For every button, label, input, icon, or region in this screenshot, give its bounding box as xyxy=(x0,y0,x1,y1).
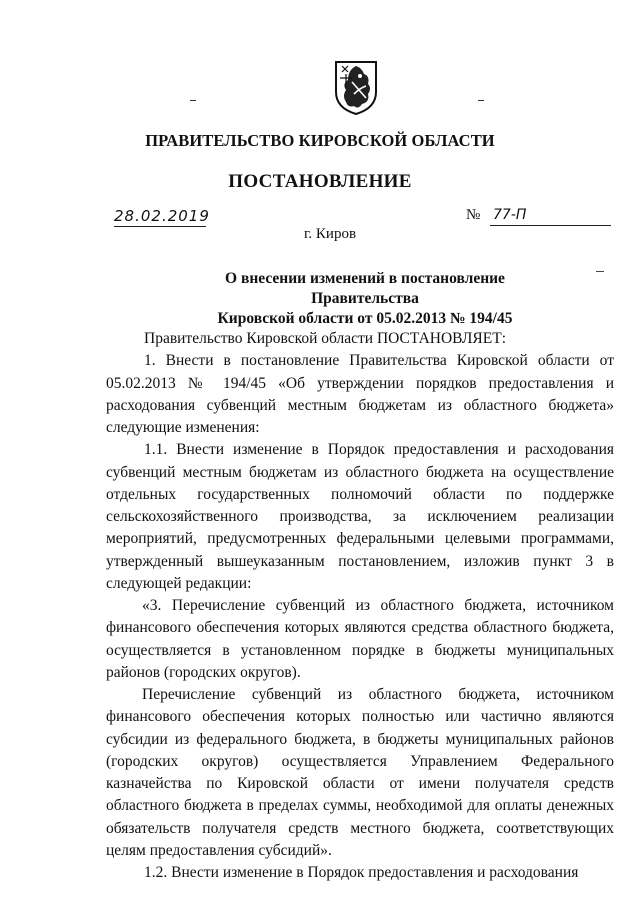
subject-line-2: Кировской области от 05.02.2013 № 194/45 xyxy=(217,310,513,327)
subject-line-1: О внесении изменений в постановление Правительства xyxy=(225,270,505,307)
margin-mark xyxy=(596,271,604,272)
paragraph-1: 1. Внести в постановление Правительства Кировской области от 05.02.2013 № 194/45 «Об утверждении порядков предоставления и расходования субвенций местным бюджетам из областного бюджета» следующие изменения: xyxy=(106,352,614,436)
paragraph-1-1: 1.1. Внести изменение в Порядок предоставления и расходования субвенций местным бюджетам из областного бюджета на осуществление отдельных государственных полномочий области по поддержке сельскохозяйственного производства, за исключением реализации мероприятий, предусмотренных федеральными целевыми программами, утвержденный вышеуказанным постановлением, изложив пункт 3 в следующей редакции: xyxy=(106,441,614,592)
quoted-paragraph-1: «3. Перечисление субвенций из областного бюджета, источником финансового обеспечения которых являются средства областного бюджета, осуществляется в установленном порядке в бюджеты муниципальных районов (городских округов). xyxy=(106,597,614,681)
organization-title: ПРАВИТЕЛЬСТВО КИРОВСКОЙ ОБЛАСТИ xyxy=(145,131,495,150)
header-mark-left xyxy=(190,100,196,101)
document-number-label: № xyxy=(466,207,481,223)
city-line: г. Киров xyxy=(303,226,357,242)
document-date: 28.02.2019 xyxy=(114,207,210,225)
intro-paragraph: Правительство Кировской области ПОСТАНОВЛЯЕТ: xyxy=(144,330,507,347)
document-type-title: ПОСТАНОВЛЕНИЕ xyxy=(228,171,412,192)
coat-of-arms-emblem xyxy=(332,58,380,116)
document-subject xyxy=(170,269,560,329)
document-number: 77-П xyxy=(490,206,611,226)
header-mark-right xyxy=(478,100,484,101)
document-body xyxy=(106,328,614,884)
quoted-paragraph-2: Перечисление субвенций из областного бюджета, источником финансового обеспечения которых полностью или частично являются субсидии из федерального бюджета, в бюджеты муниципальных районов (городских округов) осуществляется Управлением Федерального казначейства по Кировской области от имени получателя средств областного бюджета в пределах суммы, необходимой для оплаты денежных обязательств получателя средств местного бюджета, соответствующих целям предоставления субсидий». xyxy=(106,686,614,859)
paragraph-1-2: 1.2. Внести изменение в Порядок предоставления и расходования xyxy=(144,864,579,881)
